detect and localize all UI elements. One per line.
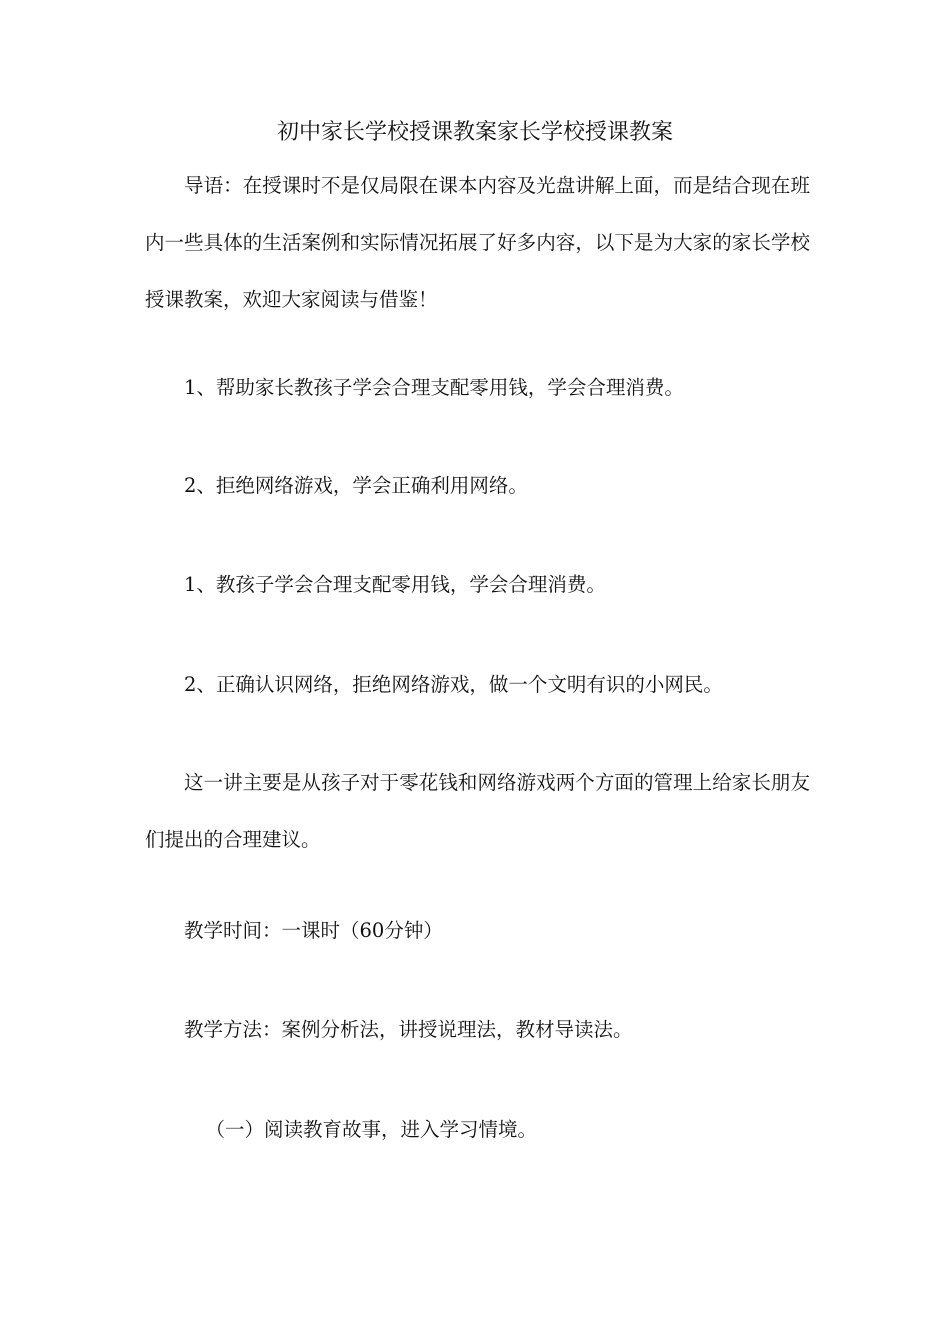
section-heading-1: （一）阅读教育故事，进入学习情境。 — [205, 1118, 537, 1141]
focus-item-2: 2、正确认识网络，拒绝网络游戏，做一个文明有识的小网民。 — [184, 673, 723, 696]
teaching-method: 教学方法：案例分析法，讲授说理法，教材导读法。 — [184, 1018, 633, 1041]
goal-item-1: 1、帮助家长教孩子学会合理支配零用钱，学会合理消费。 — [184, 376, 684, 399]
document-title: 初中家长学校授课教案家长学校授课教案 — [276, 120, 673, 145]
focus-item-1: 1、教孩子学会合理支配零用钱，学会合理消费。 — [184, 573, 606, 596]
summary-paragraph: 这一讲主要是从孩子对于零花钱和网络游戏两个方面的管理上给家长朋友们提出的合理建议。 — [145, 771, 810, 851]
goal-item-2: 2、拒绝网络游戏，学会正确利用网络。 — [184, 474, 528, 497]
teaching-time: 教学时间：一课时（60分钟） — [184, 919, 443, 942]
intro-paragraph: 导语：在授课时不是仅局限在课本内容及光盘讲解上面，而是结合现在班内一些具体的生活案例和实际情况拓展了好多内容，以下是为大家的家长学校授课教案，欢迎大家阅读与借鉴！ — [145, 174, 810, 311]
